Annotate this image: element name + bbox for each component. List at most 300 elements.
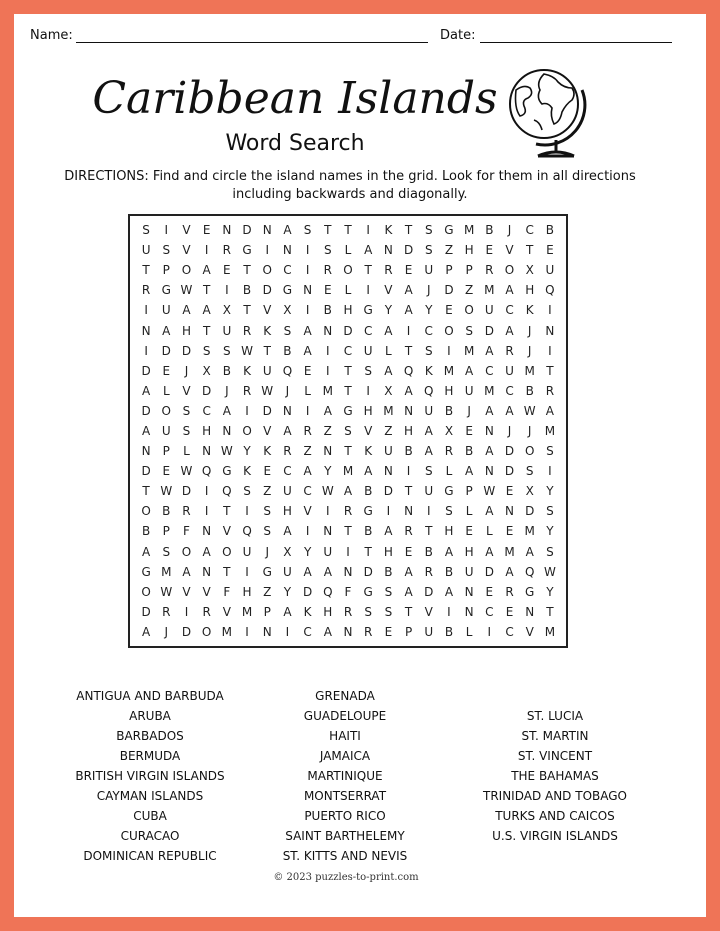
grid-letter[interactable]: S xyxy=(263,504,272,519)
grid-letter[interactable]: Y xyxy=(243,444,251,459)
grid-letter[interactable]: J xyxy=(527,343,532,358)
grid-letter[interactable]: E xyxy=(162,464,171,479)
grid-letter[interactable]: N xyxy=(282,403,292,418)
grid-letter[interactable]: I xyxy=(366,283,370,298)
grid-letter[interactable]: O xyxy=(181,544,192,559)
grid-letter[interactable]: I xyxy=(245,504,249,519)
grid-letter[interactable]: I xyxy=(204,504,209,519)
grid-letter[interactable]: O xyxy=(504,263,515,278)
grid-letter[interactable]: E xyxy=(445,303,453,318)
grid-letter[interactable]: N xyxy=(141,323,151,338)
grid-letter[interactable]: T xyxy=(364,263,372,278)
grid-letter[interactable]: V xyxy=(182,223,191,238)
grid-letter[interactable]: S xyxy=(162,544,171,559)
grid-letter[interactable]: B xyxy=(222,363,231,378)
grid-letter[interactable]: I xyxy=(487,624,492,639)
grid-letter[interactable]: M xyxy=(484,283,495,298)
grid-letter[interactable]: D xyxy=(424,584,434,599)
grid-letter[interactable]: B xyxy=(141,524,151,539)
grid-letter[interactable]: A xyxy=(404,283,413,298)
grid-letter[interactable]: L xyxy=(465,624,473,639)
grid-letter[interactable]: X xyxy=(525,484,534,499)
grid-letter[interactable]: A xyxy=(465,464,474,479)
grid-letter[interactable]: A xyxy=(283,524,292,539)
grid-letter[interactable]: P xyxy=(162,524,170,539)
grid-letter[interactable]: E xyxy=(465,423,473,438)
grid-letter[interactable]: V xyxy=(182,243,191,258)
grid-letter[interactable]: B xyxy=(404,444,413,459)
grid-letter[interactable]: T xyxy=(202,323,211,338)
grid-letter[interactable]: H xyxy=(383,544,393,559)
grid-letter[interactable]: V xyxy=(222,604,231,619)
grid-letter[interactable]: N xyxy=(222,423,232,438)
grid-letter[interactable]: I xyxy=(225,283,229,298)
grid-letter[interactable]: Z xyxy=(444,243,454,258)
grid-letter[interactable]: X xyxy=(222,303,231,318)
grid-letter[interactable]: D xyxy=(181,343,192,358)
grid-letter[interactable]: D xyxy=(141,363,151,378)
grid-letter[interactable]: A xyxy=(323,403,332,418)
grid-letter[interactable]: W xyxy=(180,464,193,479)
grid-letter[interactable]: A xyxy=(505,323,514,338)
grid-letter[interactable]: H xyxy=(181,323,191,338)
grid-letter[interactable]: T xyxy=(344,524,352,539)
grid-letter[interactable]: S xyxy=(263,524,272,539)
grid-letter[interactable]: S xyxy=(445,504,453,519)
grid-letter[interactable]: J xyxy=(285,383,290,398)
grid-letter[interactable]: R xyxy=(323,263,332,278)
grid-letter[interactable]: J xyxy=(265,544,269,559)
grid-letter[interactable]: S xyxy=(546,444,554,459)
grid-letter[interactable]: O xyxy=(141,584,151,599)
grid-letter[interactable]: I xyxy=(548,303,552,318)
grid-letter[interactable]: N xyxy=(484,464,494,479)
grid-letter[interactable]: M xyxy=(463,223,475,238)
grid-letter[interactable]: I xyxy=(204,484,209,499)
grid-letter[interactable]: T xyxy=(263,343,271,358)
grid-letter[interactable]: C xyxy=(283,263,292,278)
grid-letter[interactable]: B xyxy=(424,544,433,559)
grid-letter[interactable]: A xyxy=(323,624,332,639)
word-search-grid[interactable] xyxy=(128,214,568,648)
grid-letter[interactable]: P xyxy=(162,263,170,278)
grid-letter[interactable]: A xyxy=(283,604,292,619)
grid-letter[interactable]: S xyxy=(424,343,433,358)
grid-letter[interactable]: E xyxy=(465,524,473,539)
grid-letter[interactable]: D xyxy=(181,484,192,499)
grid-letter[interactable]: K xyxy=(263,323,272,338)
grid-letter[interactable]: D xyxy=(302,584,313,599)
grid-letter[interactable]: D xyxy=(504,444,515,459)
grid-letter[interactable]: E xyxy=(384,624,393,639)
grid-letter[interactable]: Y xyxy=(546,524,554,539)
grid-letter[interactable]: V xyxy=(182,383,191,398)
grid-letter[interactable]: Q xyxy=(282,363,293,378)
grid-letter[interactable]: O xyxy=(222,544,232,559)
grid-letter[interactable]: H xyxy=(363,403,373,418)
grid-letter[interactable]: N xyxy=(141,444,151,459)
grid-letter[interactable]: G xyxy=(262,564,272,579)
grid-letter[interactable]: K xyxy=(243,464,251,479)
grid-letter[interactable]: H xyxy=(444,524,454,539)
grid-letter[interactable]: A xyxy=(505,283,514,298)
grid-letter[interactable]: M xyxy=(484,383,495,398)
grid-letter[interactable]: G xyxy=(242,243,252,258)
grid-letter[interactable]: U xyxy=(363,343,373,358)
grid-letter[interactable]: Q xyxy=(524,564,535,579)
grid-letter[interactable]: N xyxy=(202,444,212,459)
grid-letter[interactable]: S xyxy=(546,544,554,559)
grid-letter[interactable]: T xyxy=(546,363,554,378)
grid-letter[interactable]: N xyxy=(383,243,393,258)
grid-letter[interactable]: D xyxy=(242,223,252,238)
grid-letter[interactable]: D xyxy=(383,484,393,499)
grid-letter[interactable]: W xyxy=(180,283,193,298)
grid-letter[interactable]: A xyxy=(485,343,494,358)
grid-letter[interactable]: A xyxy=(364,243,373,258)
grid-letter[interactable]: B xyxy=(545,223,554,238)
grid-letter[interactable]: D xyxy=(262,403,272,418)
grid-letter[interactable]: I xyxy=(366,383,370,398)
grid-letter[interactable]: R xyxy=(202,604,211,619)
grid-letter[interactable]: T xyxy=(324,223,332,238)
grid-letter[interactable]: U xyxy=(161,423,171,438)
grid-letter[interactable]: E xyxy=(202,223,211,238)
grid-letter[interactable]: O xyxy=(181,263,192,278)
grid-letter[interactable]: A xyxy=(424,423,433,438)
grid-letter[interactable]: S xyxy=(162,243,171,258)
grid-letter[interactable]: B xyxy=(384,564,393,579)
grid-letter[interactable]: I xyxy=(204,243,209,258)
grid-letter[interactable]: R xyxy=(343,504,353,519)
grid-letter[interactable]: D xyxy=(403,243,414,258)
grid-letter[interactable]: U xyxy=(545,263,555,278)
grid-letter[interactable]: A xyxy=(182,564,191,579)
grid-letter[interactable]: X xyxy=(384,383,393,398)
grid-letter[interactable]: N xyxy=(202,564,212,579)
grid-letter[interactable]: J xyxy=(426,283,431,298)
grid-letter[interactable]: B xyxy=(283,343,292,358)
grid-letter[interactable]: T xyxy=(243,263,251,278)
grid-letter[interactable]: A xyxy=(283,223,292,238)
grid-letter[interactable]: A xyxy=(141,383,151,398)
grid-letter[interactable]: H xyxy=(323,604,333,619)
grid-letter[interactable]: V xyxy=(525,624,534,639)
grid-letter[interactable]: A xyxy=(444,544,454,559)
grid-letter[interactable]: S xyxy=(283,323,292,338)
grid-letter[interactable]: S xyxy=(424,223,433,238)
grid-letter[interactable]: I xyxy=(245,624,249,639)
grid-letter[interactable]: G xyxy=(343,403,353,418)
grid-letter[interactable]: T xyxy=(404,604,413,619)
grid-letter[interactable]: O xyxy=(343,263,353,278)
grid-letter[interactable]: Z xyxy=(263,484,272,499)
grid-letter[interactable]: I xyxy=(144,343,148,358)
grid-letter[interactable]: E xyxy=(324,283,332,298)
grid-letter[interactable]: R xyxy=(364,624,373,639)
grid-letter[interactable]: O xyxy=(242,423,252,438)
grid-letter[interactable]: E xyxy=(485,243,494,258)
grid-letter[interactable]: U xyxy=(161,303,171,318)
grid-letter[interactable]: A xyxy=(424,444,433,459)
grid-letter[interactable]: A xyxy=(303,564,312,579)
grid-letter[interactable]: N xyxy=(323,524,333,539)
grid-letter[interactable]: K xyxy=(384,223,393,238)
grid-letter[interactable]: K xyxy=(243,363,251,378)
grid-letter[interactable]: I xyxy=(548,343,552,358)
grid-letter[interactable]: G xyxy=(282,283,293,298)
grid-letter[interactable]: N xyxy=(505,504,514,519)
grid-letter[interactable]: M xyxy=(443,363,455,378)
grid-letter[interactable]: I xyxy=(245,564,249,579)
grid-letter[interactable]: W xyxy=(220,444,233,459)
grid-letter[interactable]: N xyxy=(525,604,535,619)
grid-letter[interactable]: F xyxy=(344,584,352,599)
grid-letter[interactable]: R xyxy=(162,604,171,619)
grid-letter[interactable]: R xyxy=(505,343,514,358)
grid-letter[interactable]: I xyxy=(447,343,451,358)
grid-letter[interactable]: N xyxy=(262,223,272,238)
grid-letter[interactable]: S xyxy=(182,423,191,438)
grid-letter[interactable]: U xyxy=(464,383,474,398)
grid-letter[interactable]: C xyxy=(485,363,494,378)
grid-letter[interactable]: V xyxy=(303,504,312,519)
grid-letter[interactable]: S xyxy=(384,604,393,619)
grid-letter[interactable]: M xyxy=(524,524,535,539)
grid-letter[interactable]: T xyxy=(404,343,413,358)
grid-letter[interactable]: N xyxy=(282,243,292,258)
grid-letter[interactable]: S xyxy=(546,504,554,519)
grid-letter[interactable]: A xyxy=(384,524,393,539)
grid-letter[interactable]: N xyxy=(484,423,494,438)
grid-letter[interactable]: C xyxy=(303,624,312,639)
name-field-line[interactable] xyxy=(76,42,428,43)
grid-letter[interactable]: S xyxy=(323,243,332,258)
grid-letter[interactable]: V xyxy=(424,604,433,619)
grid-letter[interactable]: L xyxy=(304,383,311,398)
grid-letter[interactable]: Z xyxy=(465,283,474,298)
grid-letter[interactable]: Y xyxy=(546,484,554,499)
grid-letter[interactable]: A xyxy=(202,303,211,318)
grid-letter[interactable]: A xyxy=(404,564,413,579)
grid-letter[interactable]: B xyxy=(323,303,332,318)
grid-letter[interactable]: L xyxy=(445,464,453,479)
grid-letter[interactable]: H xyxy=(464,544,474,559)
grid-letter[interactable]: A xyxy=(404,584,413,599)
grid-letter[interactable]: M xyxy=(504,544,515,559)
grid-letter[interactable]: W xyxy=(160,484,173,499)
grid-letter[interactable]: O xyxy=(524,444,535,459)
grid-letter[interactable]: Y xyxy=(546,584,554,599)
grid-letter[interactable]: G xyxy=(363,504,373,519)
grid-letter[interactable]: S xyxy=(243,484,251,499)
grid-letter[interactable]: R xyxy=(505,584,514,599)
grid-letter[interactable]: W xyxy=(543,564,556,579)
grid-letter[interactable]: Y xyxy=(425,303,433,318)
grid-letter[interactable]: N xyxy=(303,283,313,298)
grid-letter[interactable]: B xyxy=(444,403,454,418)
grid-letter[interactable]: A xyxy=(182,303,191,318)
grid-letter[interactable]: S xyxy=(424,243,433,258)
grid-letter[interactable]: M xyxy=(524,363,535,378)
grid-letter[interactable]: B xyxy=(465,444,474,459)
grid-letter[interactable]: A xyxy=(141,624,151,639)
grid-letter[interactable]: C xyxy=(283,464,292,479)
grid-letter[interactable]: E xyxy=(162,363,171,378)
grid-letter[interactable]: A xyxy=(505,564,514,579)
grid-letter[interactable]: O xyxy=(161,403,171,418)
grid-letter[interactable]: N xyxy=(343,564,353,579)
grid-letter[interactable]: A xyxy=(465,363,474,378)
grid-letter[interactable]: N xyxy=(464,604,474,619)
grid-letter[interactable]: F xyxy=(223,584,231,599)
grid-letter[interactable]: G xyxy=(161,283,171,298)
grid-letter[interactable]: Q xyxy=(323,584,333,599)
grid-letter[interactable]: R xyxy=(404,524,413,539)
grid-letter[interactable]: S xyxy=(344,423,352,438)
grid-letter[interactable]: T xyxy=(344,383,352,398)
grid-letter[interactable]: A xyxy=(404,303,413,318)
grid-letter[interactable]: U xyxy=(283,484,292,499)
grid-letter[interactable]: R xyxy=(485,263,494,278)
grid-letter[interactable]: L xyxy=(485,524,493,539)
grid-letter[interactable]: A xyxy=(545,403,554,418)
grid-letter[interactable]: V xyxy=(263,303,272,318)
grid-letter[interactable]: X xyxy=(525,263,534,278)
grid-letter[interactable]: R xyxy=(222,243,232,258)
grid-letter[interactable]: O xyxy=(201,624,212,639)
grid-letter[interactable]: I xyxy=(245,403,249,418)
grid-letter[interactable]: P xyxy=(465,484,473,499)
grid-letter[interactable]: U xyxy=(424,624,434,639)
grid-letter[interactable]: X xyxy=(283,544,292,559)
grid-letter[interactable]: I xyxy=(305,243,310,258)
grid-letter[interactable]: C xyxy=(202,403,211,418)
grid-letter[interactable]: W xyxy=(160,584,173,599)
grid-letter[interactable]: S xyxy=(384,584,393,599)
grid-letter[interactable]: D xyxy=(181,624,192,639)
grid-letter[interactable]: A xyxy=(283,423,292,438)
grid-letter[interactable]: Z xyxy=(323,423,332,438)
grid-letter[interactable]: M xyxy=(221,624,233,639)
grid-letter[interactable]: R xyxy=(141,283,151,298)
grid-letter[interactable]: I xyxy=(326,504,330,519)
grid-letter[interactable]: B xyxy=(444,564,454,579)
grid-letter[interactable]: I xyxy=(305,263,310,278)
grid-letter[interactable]: E xyxy=(303,363,312,378)
grid-letter[interactable]: M xyxy=(342,464,354,479)
grid-letter[interactable]: T xyxy=(243,303,251,318)
grid-letter[interactable]: C xyxy=(424,323,433,338)
grid-letter[interactable]: G xyxy=(444,484,454,499)
grid-letter[interactable]: X xyxy=(202,363,211,378)
grid-letter[interactable]: M xyxy=(322,383,333,398)
grid-letter[interactable]: U xyxy=(242,544,252,559)
grid-letter[interactable]: U xyxy=(141,243,151,258)
grid-letter[interactable]: T xyxy=(142,484,150,499)
grid-letter[interactable]: L xyxy=(385,343,392,358)
grid-letter[interactable]: I xyxy=(326,363,330,378)
grid-letter[interactable]: D xyxy=(141,403,151,418)
grid-letter[interactable]: T xyxy=(223,564,231,579)
grid-letter[interactable]: Q xyxy=(222,484,232,499)
grid-letter[interactable]: N xyxy=(323,444,333,459)
grid-letter[interactable]: K xyxy=(525,303,534,318)
grid-letter[interactable]: Y xyxy=(384,303,393,318)
grid-letter[interactable]: E xyxy=(505,524,514,539)
grid-letter[interactable]: B xyxy=(444,624,454,639)
grid-letter[interactable]: S xyxy=(303,223,312,238)
grid-letter[interactable]: X xyxy=(283,303,292,318)
grid-letter[interactable]: Q xyxy=(403,363,414,378)
grid-letter[interactable]: A xyxy=(485,403,494,418)
grid-letter[interactable]: A xyxy=(343,484,353,499)
grid-letter[interactable]: P xyxy=(162,444,170,459)
grid-letter[interactable]: D xyxy=(262,283,272,298)
grid-letter[interactable]: N xyxy=(545,323,555,338)
grid-letter[interactable]: R xyxy=(303,423,312,438)
grid-letter[interactable]: N xyxy=(404,403,414,418)
grid-letter[interactable]: L xyxy=(344,243,352,258)
grid-letter[interactable]: A xyxy=(222,403,231,418)
grid-letter[interactable]: L xyxy=(344,283,352,298)
grid-letter[interactable]: B xyxy=(485,223,494,238)
grid-letter[interactable]: D xyxy=(504,464,515,479)
grid-letter[interactable]: M xyxy=(544,423,556,438)
grid-letter[interactable]: A xyxy=(384,363,393,378)
grid-letter[interactable]: T xyxy=(404,484,413,499)
grid-letter[interactable]: C xyxy=(343,343,353,358)
grid-letter[interactable]: U xyxy=(424,263,434,278)
grid-letter[interactable]: U xyxy=(464,564,474,579)
grid-letter[interactable]: D xyxy=(484,564,494,579)
grid-letter[interactable]: E xyxy=(485,584,494,599)
grid-letter[interactable]: S xyxy=(465,323,473,338)
grid-letter[interactable]: M xyxy=(241,604,253,619)
grid-letter[interactable]: H xyxy=(343,303,353,318)
grid-letter[interactable]: C xyxy=(505,303,514,318)
grid-letter[interactable]: A xyxy=(141,544,151,559)
grid-letter[interactable]: C xyxy=(505,624,514,639)
grid-letter[interactable]: I xyxy=(548,464,552,479)
grid-letter[interactable]: D xyxy=(444,283,454,298)
grid-letter[interactable]: G xyxy=(525,584,535,599)
grid-letter[interactable]: I xyxy=(406,464,411,479)
grid-letter[interactable]: O xyxy=(444,323,454,338)
grid-letter[interactable]: D xyxy=(141,604,151,619)
grid-letter[interactable]: O xyxy=(141,504,151,519)
grid-letter[interactable]: J xyxy=(467,403,471,418)
grid-letter[interactable]: Y xyxy=(283,584,292,599)
grid-letter[interactable]: Z xyxy=(384,423,393,438)
grid-letter[interactable]: O xyxy=(262,263,272,278)
grid-letter[interactable]: B xyxy=(364,484,373,499)
grid-letter[interactable]: N xyxy=(202,524,212,539)
grid-letter[interactable]: Q xyxy=(545,283,555,298)
grid-letter[interactable]: C xyxy=(485,604,494,619)
grid-letter[interactable]: R xyxy=(343,604,353,619)
grid-letter[interactable]: U xyxy=(323,544,333,559)
grid-letter[interactable]: G xyxy=(363,584,373,599)
grid-letter[interactable]: Q xyxy=(424,383,434,398)
grid-letter[interactable]: G xyxy=(363,303,373,318)
grid-letter[interactable]: M xyxy=(463,343,475,358)
grid-letter[interactable]: E xyxy=(263,464,272,479)
grid-letter[interactable]: W xyxy=(483,484,496,499)
grid-letter[interactable]: H xyxy=(525,283,535,298)
grid-letter[interactable]: A xyxy=(485,504,494,519)
grid-letter[interactable]: P xyxy=(445,263,453,278)
